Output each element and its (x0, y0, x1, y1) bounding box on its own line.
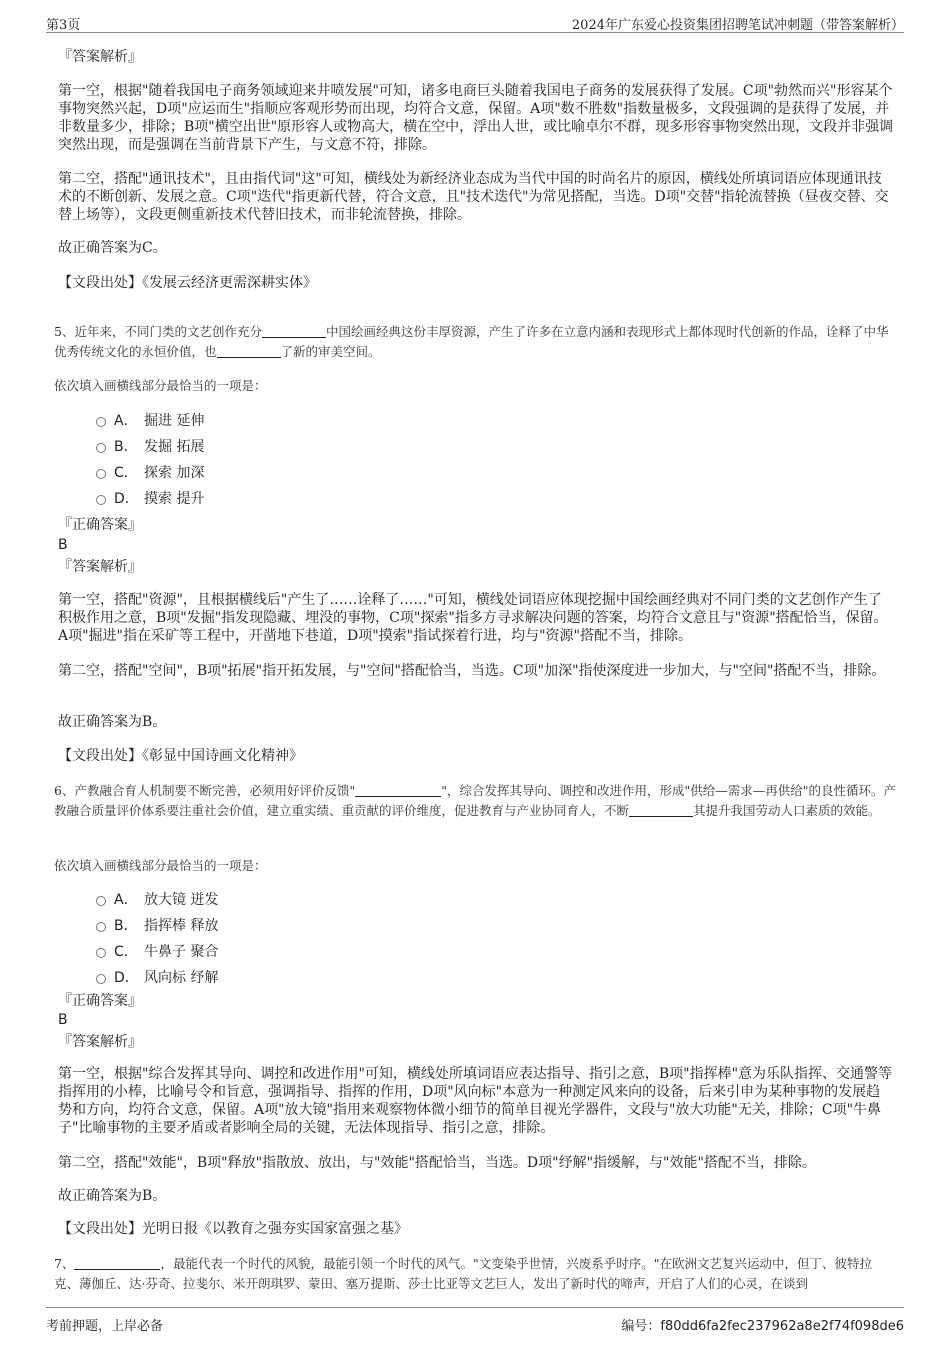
radio-icon[interactable] (96, 443, 106, 453)
q5-option-c[interactable]: C． 探索 加深 (96, 464, 204, 482)
q4-analysis-para1: 第一空，根据"随着我国电子商务领域迎来井喷发展"可知，诸多电商巨头随着我国电子商务的发展获得了发展。C项"勃然而兴"形容某个事物突然兴起，D项"应运而生"指顺应客观形势而出现，均符合文意，保留。A项"数不胜数"指数量极多，文段强调的是获得了发展，并非数量多少，排除；B项"横空出世"原形容人或物高大，横在空中，浮出人世，或比喻卓尔不群，现多形容事物突然出现，文段并非强调突然出现，而是强调在当前背景下产生，与文意不符，排除。 (58, 83, 894, 153)
q6-option-d[interactable]: D． 风向标 纾解 (96, 969, 218, 987)
document-title: 2024年广东爱心投资集团招聘笔试冲刺题（带答案解析） (571, 18, 904, 33)
q5-stem: 5、近年来，不同门类的文艺创作充分 中国绘画经典这份丰厚资源，产生了许多在立意内涵和表现形式上都体现时代创新的作品，诠释了中华优秀传统文化的永恒价值，也 了新的审美空间。 (54, 324, 889, 359)
document-code: 编号：f80dd6fa2fec237962a8e2f74f098de6 (621, 1319, 904, 1334)
q5-analysis-para2: 第二空，搭配"空间"，B项"拓展"指开拓发展，与"空间"搭配恰当，当选。C项"加深"指使深度进一步加大，与"空间"搭配不当，排除。 (58, 663, 886, 679)
q6-answer: B (58, 1012, 68, 1028)
q6-option-b[interactable]: B． 指挥棒 释放 (96, 917, 218, 935)
q6-option-a[interactable]: A． 放大镜 迸发 (96, 891, 218, 909)
q6-prompt: 依次填入画横线部分最恰当的一项是： (54, 858, 267, 873)
q6-analysis-label: 『答案解析』 (58, 1034, 142, 1050)
q4-analysis-para2: 第二空，搭配"通讯技术"，且由指代词"这"可知，横线处为新经济业态成为当代中国的时尚名片的原因，横线处所填词语应体现通讯技术的不断创新、发展之意。C项"迭代"指更新代替，符合文意，且"技术迭代"为常见搭配，当选。D项"交替"指轮流替换（昼夜交替、交替上场等），文段更侧重新技术代替旧技术，而非轮流替换，排除。 (58, 171, 889, 223)
page-number: 第3页 (46, 18, 81, 33)
q6-source: 【文段出处】光明日报《以教育之强夯实国家富强之基》 (58, 1221, 408, 1237)
q4-conclusion: 故正确答案为C。 (58, 240, 167, 256)
radio-icon[interactable] (96, 948, 106, 958)
radio-icon[interactable] (96, 495, 106, 505)
radio-icon[interactable] (96, 974, 106, 984)
q5-analysis-label: 『答案解析』 (58, 559, 142, 575)
q5-answer-label: 『正确答案』 (58, 517, 142, 533)
q5-option-d[interactable]: D． 摸索 提升 (96, 490, 204, 508)
q5-option-a[interactable]: A． 掘进 延伸 (96, 412, 204, 430)
radio-icon[interactable] (96, 922, 106, 932)
q5-source: 【文段出处】《彰显中国诗画文化精神》 (58, 748, 303, 764)
q6-conclusion: 故正确答案为B。 (58, 1188, 167, 1204)
q5-analysis-para1: 第一空，搭配"资源"，且根据横线后"产生了……诠释了……"可知，横线处词语应体现挖掘中国绘画经典对不同门类的文艺创作产生了积极作用之意，B项"发掘"指发现隐藏、埋没的事物，C项"探索"指多方寻求解决问题的答案，均符合文意且与"资源"搭配恰当，保留。A项"掘进"指在采矿等工程中，开凿地下巷道，D项"摸索"指试探着行进，均与"资源"搭配不当，排除。 (58, 592, 888, 644)
q7-stem: 7、 ，最能代表一个时代的风貌，最能引领一个时代的风气。"文变染乎世情，兴废系乎时序。"在欧洲文艺复兴运动中，但丁、彼特拉克、薄伽丘、达·芬奇、拉斐尔、米开朗琪罗、蒙田、塞万提斯、莎士比亚等文艺巨人，发出了新时代的啼声，开启了人们的心灵，在谈到 (54, 1256, 872, 1291)
q6-stem: 6、产教融合育人机制要不断完善，必须用好评价反馈" "，综合发挥其导向、调控和改进作用，形成"供给—需求—再供给"的良性循环。产教融合质量评价体系要注重社会价值，建立重实绩、重贡献的评价维度，促进教育与产业协同育人，不断 其提升我国劳动人口素质的效能。 (54, 783, 896, 818)
radio-icon[interactable] (96, 469, 106, 479)
q5-prompt: 依次填入画横线部分最恰当的一项是： (54, 378, 267, 393)
q6-option-c[interactable]: C． 牛鼻子 聚合 (96, 943, 218, 961)
q6-analysis-para2: 第二空，搭配"效能"，B项"释放"指散放、放出，与"效能"搭配恰当，当选。D项"纾解"指缓解，与"效能"搭配不当，排除。 (58, 1155, 816, 1171)
q4-source: 【文段出处】《发展云经济更需深耕实体》 (58, 275, 317, 291)
q4-analysis-label: 『答案解析』 (58, 49, 142, 65)
q6-answer-label: 『正确答案』 (58, 993, 142, 1009)
q6-analysis-para1: 第一空，根据"综合发挥其导向、调控和改进作用"可知，横线处所填词语应表达指导、指引之意，B项"指挥棒"意为乐队指挥、交通警等指挥用的小棒，比喻号令和旨意，强调指导、指挥的作用，D项"风向标"本意为一种测定风来向的设备，后来引申为某种事物的发展趋势和方向，均符合文意，保留。A项"放大镜"指用来观察物体微小细节的简单目视光学器件，文段与"放大功能"无关，排除；C项"牛鼻子"比喻事物的主要矛盾或者影响全局的关键，无法体现指导、指引之意，排除。 (58, 1066, 893, 1136)
footer-slogan: 考前押题，上岸必备 (46, 1319, 164, 1334)
radio-icon[interactable] (96, 417, 106, 427)
radio-icon[interactable] (96, 896, 106, 906)
q5-conclusion: 故正确答案为B。 (58, 714, 167, 730)
q5-answer: B (58, 537, 68, 553)
page-header (46, 10, 904, 33)
q5-option-b[interactable]: B． 发掘 拓展 (96, 438, 204, 456)
page-footer (46, 1307, 904, 1338)
